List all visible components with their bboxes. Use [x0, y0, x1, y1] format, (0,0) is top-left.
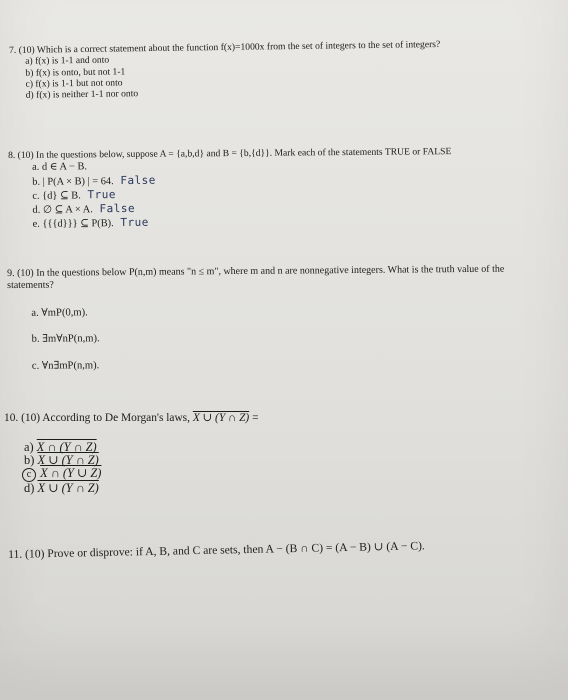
option-expression: X ∪ (Y ∩ Z) [37, 481, 99, 496]
question-8-stem: 8. (10) In the questions below, suppose A = {a,b,d} and B = {b,{d}}. Mark each of the statements TRUE or FALSE [8, 146, 452, 161]
question-9-statement-b: b. ∃m∀nP(n,m). [31, 333, 100, 345]
option-label: d) [24, 481, 35, 496]
statement-text: c. {d} ⊆ B. [32, 190, 81, 202]
option-label: b) [24, 453, 35, 468]
question-9-options [7, 303, 508, 373]
question-9-statement-c: c. ∀n∃mP(n,m). [31, 359, 100, 372]
option-label: a) [24, 440, 34, 455]
question-11 [8, 537, 548, 562]
question-7-stem: 7. (10) Which is a correct statement about the function f(x)=1000x from the set of integers to the set of integers? [9, 38, 441, 56]
question-9-stem: 9. (10) In the questions below P(n,m) means "n ≤ m", where m and n are nonnegative integers. What is the truth value of the statements? [7, 263, 505, 291]
option-expression: X ∪ (Y ∩ Z) [37, 453, 99, 468]
question-7-option-b: b) f(x) is onto, but not 1-1 [25, 66, 126, 79]
question-10-stem-prefix: 10. (10) According to De Morgan's laws, [4, 412, 190, 424]
statement-text: b. | P(A × B) | = 64. [32, 175, 114, 188]
question-10 [4, 412, 504, 496]
question-7-option-d: d) f(x) is neither 1-1 nor onto [25, 88, 139, 102]
question-7-option-a: a) f(x) is 1-1 and onto [25, 54, 110, 68]
question-10-stem-suffix: = [252, 412, 259, 424]
question-10-stem [4, 412, 504, 425]
statement-text: d. ∅ ⊆ A × A. [32, 204, 93, 216]
circled-option-label: c [22, 468, 36, 482]
question-8-statement-e [33, 214, 479, 231]
question-7-option-c: c) f(x) is 1-1 but not onto [25, 77, 123, 90]
question-8 [8, 146, 479, 233]
option-expression: X ∩ (Y ∩ Z) [36, 440, 97, 455]
handwritten-answer: True [120, 216, 149, 230]
question-8-options [8, 157, 479, 231]
question-9 [7, 264, 508, 387]
handwritten-answer: False [99, 202, 136, 216]
question-7 [9, 38, 480, 101]
question-11-stem: 11. (10) Prove or disprove: if A, B, and C are sets, then A − (B ∩ C) = (A − B) ∪ (A − C). [8, 539, 425, 561]
statement-text: e. {{{d}}} ⊆ P(B). [32, 218, 114, 231]
question-9-statement-a: a. ∀mP(0,m). [31, 306, 88, 319]
question-10-option-d [24, 482, 504, 495]
handwritten-answer: False [120, 173, 156, 187]
statement-text: a. d ∈ A − B. [32, 161, 88, 174]
option-expression: X ∩ (Y ∪ Z) [40, 466, 102, 481]
question-7-options [9, 50, 480, 102]
question-10-options [4, 441, 504, 495]
question-10-stem-expression: X ∪ (Y ∩ Z) [192, 412, 250, 424]
handwritten-answer: True [87, 187, 116, 202]
